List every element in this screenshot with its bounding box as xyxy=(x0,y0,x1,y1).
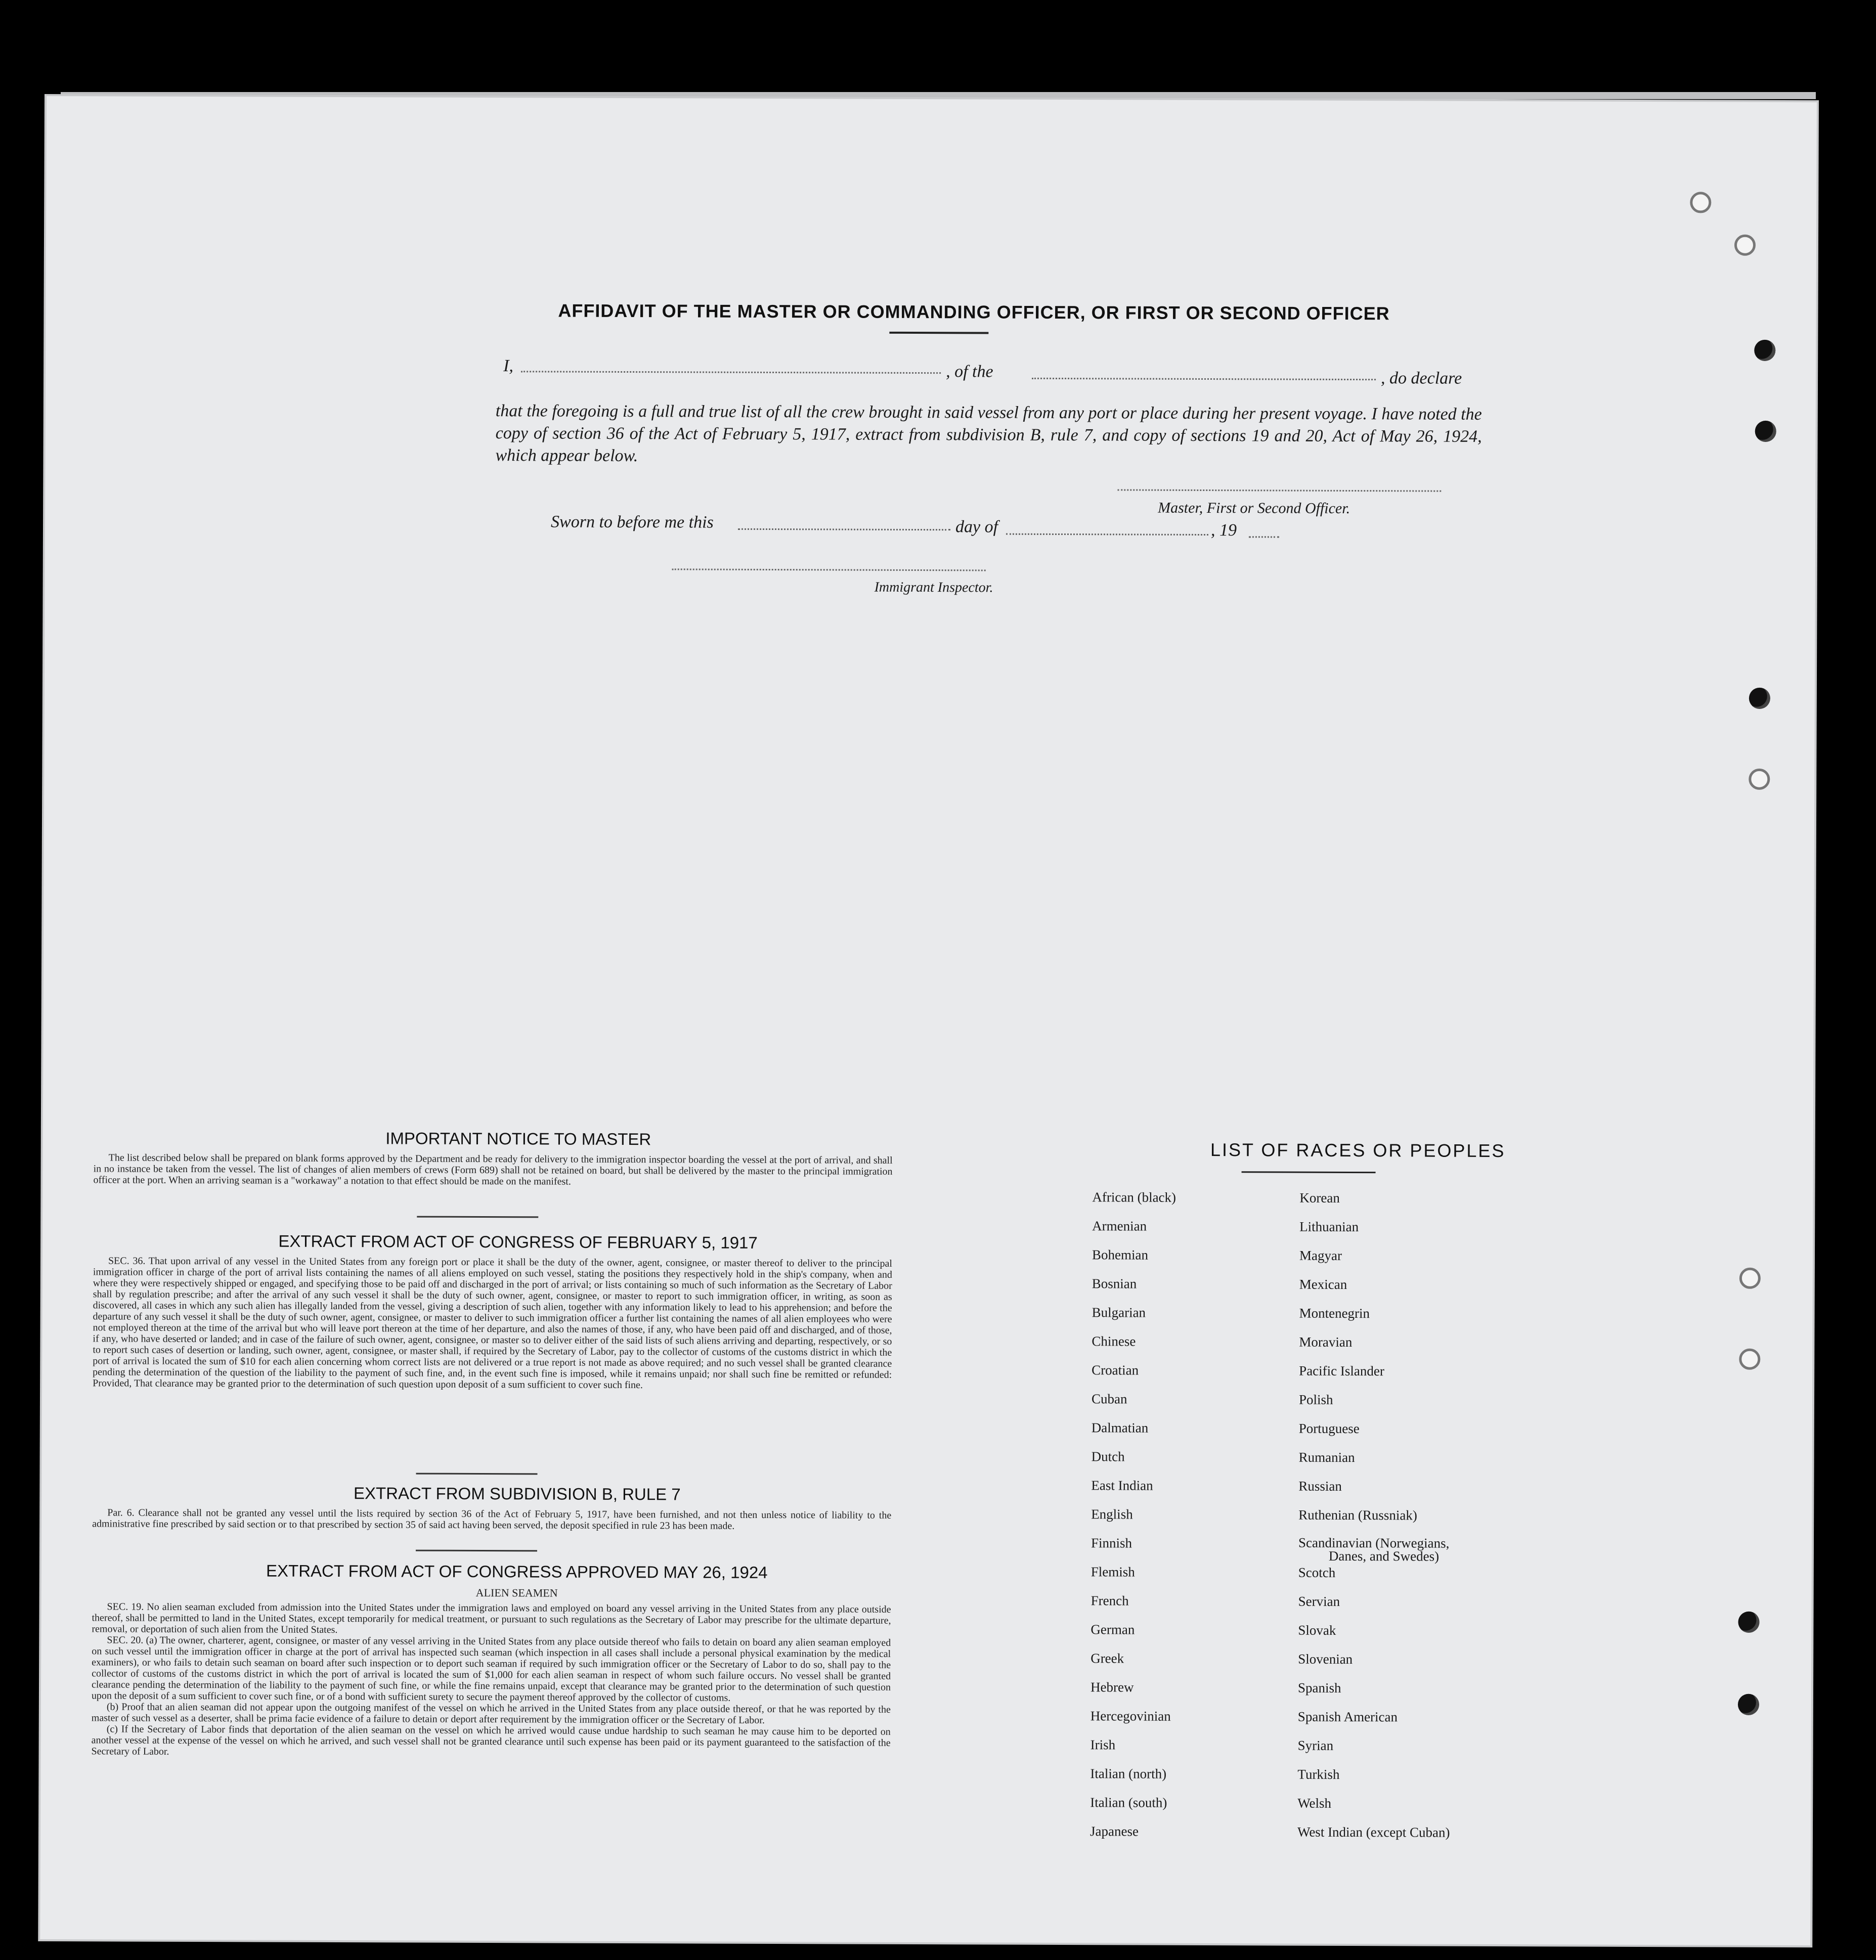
affidavit-i-label: I, xyxy=(503,357,514,376)
section-divider xyxy=(416,1550,537,1552)
race-item: Portuguese xyxy=(1298,1420,1360,1437)
race-item: Pacific Islander xyxy=(1299,1363,1384,1379)
vessel-field[interactable] xyxy=(1032,378,1376,380)
race-item: Rumanian xyxy=(1298,1449,1355,1465)
race-item: Polish xyxy=(1298,1392,1333,1407)
punch-hole xyxy=(1739,1268,1761,1289)
extract-rule7-body xyxy=(92,1507,891,1532)
punch-hole xyxy=(1738,1694,1759,1715)
inspector-signature-field[interactable] xyxy=(672,568,986,571)
race-item: West Indian (except Cuban) xyxy=(1297,1824,1450,1840)
notice-body xyxy=(93,1152,892,1188)
race-item: Ruthenian (Russniak) xyxy=(1298,1507,1418,1523)
punch-hole xyxy=(1739,1349,1760,1370)
sworn-label: Sworn to before me this xyxy=(551,512,714,532)
punch-hole xyxy=(1734,235,1756,256)
race-item: Bosnian xyxy=(1092,1276,1137,1291)
race-item: Dutch xyxy=(1091,1449,1125,1464)
race-item: Flemish xyxy=(1090,1564,1135,1580)
punch-hole xyxy=(1749,769,1770,790)
race-item: Italian (north) xyxy=(1090,1766,1167,1781)
name-field[interactable] xyxy=(521,371,941,374)
rule7-text: Par. 6. Clearance shall not be granted any vessel until the lists required by section 36 of the Act of February 5, 1917, have been furnished, and not then unless notice of liability to the administrative fine prescribed by said section or to that prescribed by section 35 of said act having been served, the deposit specified in rule 23 has been made. xyxy=(92,1507,892,1532)
race-item: Bulgarian xyxy=(1092,1305,1146,1320)
extract-rule7-title: EXTRACT FROM SUBDIVISION B, RULE 7 xyxy=(353,1484,681,1504)
year-label: , 19 xyxy=(1210,521,1237,540)
races-left-column xyxy=(1090,1189,1176,1853)
race-item: African (black) xyxy=(1092,1189,1176,1205)
race-item: Mexican xyxy=(1299,1276,1347,1292)
race-item: Croatian xyxy=(1092,1362,1139,1378)
races-title: LIST OF RACES OR PEOPLES xyxy=(1210,1139,1506,1162)
race-item: Scandinavian (Norwegians, xyxy=(1298,1535,1450,1551)
inspector-caption: Immigrant Inspector. xyxy=(874,579,993,596)
title-underline xyxy=(889,332,988,334)
extract-1924-body xyxy=(92,1601,891,1760)
affidavit-declaration: that the foregoing is a full and true list of all the crew brought in said vessel from any port or place during her present voyage. I have noted the copy of section 36 of the Act of February 5, 1917, extract from subdivision B, rule 7, and copy of sections 19 and 20, Act of May 26, 1924, which appear below. xyxy=(495,402,1482,466)
day-of-label: day of xyxy=(955,517,998,537)
race-item: Bohemian xyxy=(1092,1247,1149,1263)
affidavit-title: AFFIDAVIT OF THE MASTER OR COMMANDING OFFICER, OR FIRST OR SECOND OFFICER xyxy=(558,300,1390,324)
race-item: Japanese xyxy=(1089,1823,1139,1839)
race-item: Montenegrin xyxy=(1299,1305,1370,1321)
race-item: Slovak xyxy=(1298,1622,1336,1638)
race-item: Finnish xyxy=(1090,1535,1132,1551)
race-item: Italian (south) xyxy=(1090,1795,1167,1810)
extract-1924-title: EXTRACT FROM ACT OF CONGRESS APPROVED MAY 26, 1924 xyxy=(266,1561,768,1582)
sec36-text: SEC. 36. That upon arrival of any vessel in the United States from any foreign port or place it shall be the duty of the owner, agent, consignee, or master thereof to deliver to the principal immigration officer in charge of the port of arrival lists containing the names of all aliens employed on such vessel, stating the positions they respectively hold in the ship's company, when and where they were respectively shipped or engaged, and specifying those to be paid off and discharged in the port of arrival; or lists containing so much of such information as the Secretary of Labor shall by regulation prescribe; and after the arrival of any such vessel it shall be the duty of such owner, agent, consignee, or master to report to such immigration officer, in writing, as soon as discovered, all cases in which any such alien has illegally landed from the vessel, giving a description of such alien, together with any information likely to lead to his apprehension; and before the departure of any such vessel it shall be the duty of such owner, agent, consignee, or master to deliver to such immigration officer a further list containing the names of all alien employees who were not employed thereon at the time of the arrival but who will leave port thereon at the time of her departure, and also the names of those, if any, who have been paid off and discharged, and of those, if any, who have deserted or landed; and in case of the failure of such owner, agent, consignee, or master so to deliver either of the said lists of such aliens arriving and departing, respectively, or so to report such cases of desertion or landing, such owner, agent, consignee, or master shall, if required by the Secretary of Labor, pay to the collector of customs of the customs district in which the port of arrival is located the sum of $10 for each alien concerning whom correct lists are not delivered or a true report is not made as above required; and no such vessel shall be granted clearance pending the determination of the question of the liability to the payment of such fine, and, in the event such fine is imposed, while it remains unpaid; nor shall such fine be remitted or refunded: Provided, That clearance may be granted prior to the determination of such question upon deposit of a sum sufficient to cover such fine. xyxy=(93,1255,892,1391)
race-item: English xyxy=(1091,1506,1133,1522)
manifest-page xyxy=(40,96,1817,1945)
race-item: French xyxy=(1090,1593,1129,1609)
of-the-label: , of the xyxy=(946,362,993,381)
punch-hole xyxy=(1754,340,1775,361)
race-item: Hebrew xyxy=(1090,1679,1134,1695)
race-item: Dalmatian xyxy=(1091,1420,1149,1436)
sec19-text: SEC. 19. No alien seaman excluded from admission into the United States under the immigration laws and employed on board any vessel arriving in the United States from any place outside thereof, shall be permitted to land in the United States, except temporarily for medical treatment, or pursuant to such regulations as the Secretary of Labor may prescribe for the ultimate departure, removal, or deportation of such alien from the United States. xyxy=(92,1601,891,1636)
alien-seamen-subtitle: ALIEN SEAMEN xyxy=(475,1586,558,1599)
race-item: Lithuanian xyxy=(1299,1219,1359,1235)
race-item: Moravian xyxy=(1299,1334,1353,1350)
race-item: Scotch xyxy=(1298,1565,1336,1580)
sec20c-text: (c) If the Secretary of Labor finds that deportation of the alien seaman on the vessel on which he arrived would cause undue hardship to such seaman he may cause him to be deported on another vessel at the expense of the vessel on which he arrived, and such vessel shall not be granted clearance until such expense has been paid or its payment guaranteed to the satisfaction of the Secretary of Labor. xyxy=(91,1723,891,1757)
sec20a-text: SEC. 20. (a) The owner, charterer, agent, consignee, or master of any vessel arriving in the United States from any place outside thereof who fails to detain on board any alien seaman employed on such vessel until the immigration officer in charge at the port of arrival has inspected such seaman (which inspection in all cases shall include a personal physical examination by the medical examiners), or who fails to detain such seaman on board after such inspection or to deport such seaman if required by such immigration officer or the Secretary of Labor to do so, shall pay to the collector of customs of the customs district in which the port of arrival is located the sum of $1,000 for each alien seaman in respect of whom such failure occurs. No vessel shall be granted clearance pending the determination of the liability to the payment of such fine, or while the fine remains unpaid, except that clearance may be granted prior to the determination of such question upon the deposit of a sum sufficient to cover such fine, or of a bond with sufficient surety to secure the payment thereof approved by the collector of customs. xyxy=(91,1634,891,1704)
punch-hole xyxy=(1749,688,1770,709)
sec20b-text: (b) Proof that an alien seaman did not appear upon the outgoing manifest of the vessel on which he arrived in the United States from any place outside thereof, or that he was reported by the master of such vessel as a deserter, shall be prima facie evidence of a failure to detain or deport after requirement by the immigration officer or the Secretary of Labor. xyxy=(91,1701,891,1726)
do-declare-label: , do declare xyxy=(1381,369,1462,388)
punch-hole xyxy=(1690,192,1711,213)
section-divider xyxy=(416,1473,537,1475)
extract-1917-title: EXTRACT FROM ACT OF CONGRESS OF FEBRUARY 5, 1917 xyxy=(278,1231,758,1252)
race-item: Cuban xyxy=(1091,1391,1127,1407)
race-item: Chinese xyxy=(1092,1333,1136,1349)
race-item: Greek xyxy=(1090,1651,1124,1666)
notice-text: The list described below shall be prepared on blank forms approved by the Department and be ready for delivery to the immigration inspector boarding the vessel at the port of arrival, and shall in no instance be taken from the vessel. The list of changes of alien members of crews (Form 689) shall not be retained on board, but shall be delivered by the master to the principal immigration officer at the port. When an arriving seaman is a "workaway" a notation to that effect should be made on the manifest. xyxy=(93,1152,893,1187)
race-item: Spanish xyxy=(1297,1680,1341,1696)
race-item: Hercegovinian xyxy=(1090,1708,1171,1724)
race-item: Syrian xyxy=(1297,1738,1334,1753)
extract-1917-body xyxy=(93,1255,892,1392)
officer-signature-field[interactable] xyxy=(1117,489,1441,492)
races-right-column xyxy=(1297,1190,1452,1854)
race-item: Magyar xyxy=(1299,1248,1342,1263)
race-item: Welsh xyxy=(1297,1795,1332,1811)
punch-hole xyxy=(1755,421,1776,442)
race-item: Korean xyxy=(1299,1190,1340,1206)
sworn-day-field[interactable] xyxy=(738,528,950,530)
race-item: Russian xyxy=(1298,1478,1342,1494)
officer-caption: Master, First or Second Officer. xyxy=(1158,499,1350,517)
races-underline xyxy=(1242,1171,1376,1173)
section-divider xyxy=(417,1216,538,1218)
race-item: German xyxy=(1090,1622,1135,1637)
race-item: Turkish xyxy=(1297,1766,1340,1782)
notice-title: IMPORTANT NOTICE TO MASTER xyxy=(385,1129,651,1149)
race-item: Spanish American xyxy=(1297,1709,1398,1725)
race-item: Irish xyxy=(1090,1737,1116,1753)
race-item: Armenian xyxy=(1092,1218,1147,1234)
sworn-month-field[interactable] xyxy=(1006,533,1208,536)
race-item: Servian xyxy=(1298,1593,1340,1609)
race-item: East Indian xyxy=(1091,1478,1153,1493)
year-field[interactable] xyxy=(1249,536,1279,538)
race-item-continued: Danes, and Swedes) xyxy=(1328,1548,1439,1564)
punch-hole xyxy=(1738,1612,1759,1633)
race-item: Slovenian xyxy=(1298,1651,1353,1667)
